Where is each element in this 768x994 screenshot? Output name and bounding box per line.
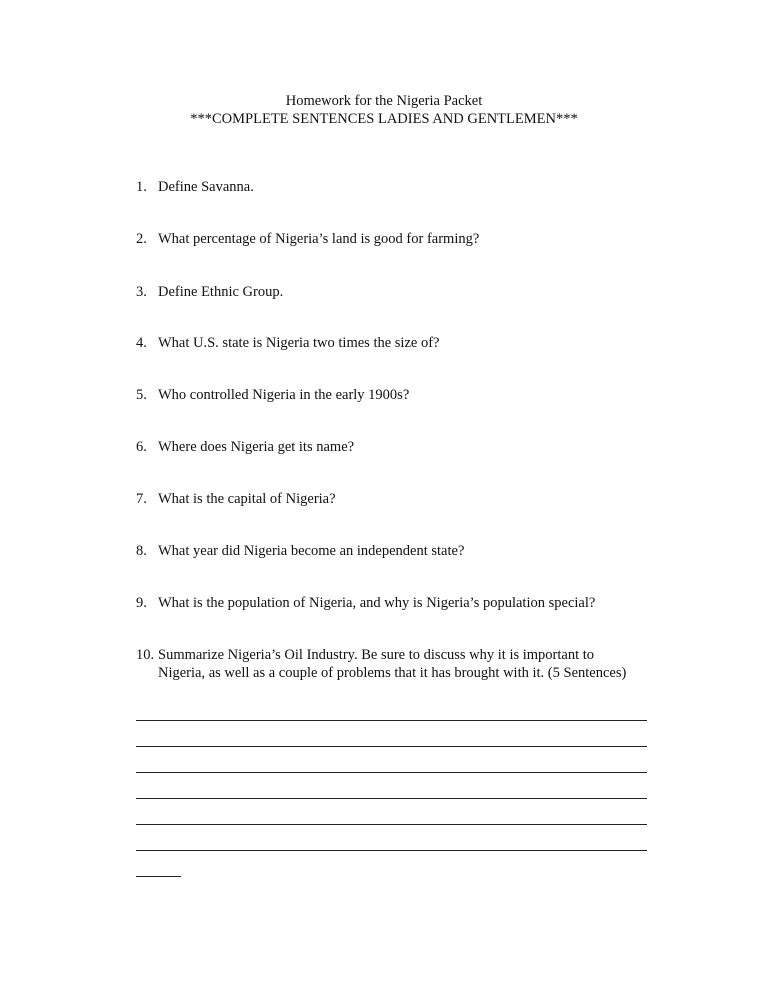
question-text-line-1: Summarize Nigeria’s Oil Industry. Be sure to discuss why it is important to <box>158 647 595 663</box>
question-number: 9. <box>136 595 147 611</box>
answer-line[interactable] <box>136 824 647 825</box>
question-number: 7. <box>136 491 147 507</box>
question-8 <box>136 542 696 560</box>
question-number: 2. <box>136 231 147 247</box>
question-text: What is the population of Nigeria, and why is Nigeria’s population special? <box>158 595 596 611</box>
question-number: 6. <box>136 439 147 455</box>
question-10 <box>136 646 696 682</box>
question-7 <box>136 490 696 508</box>
question-9 <box>136 594 696 612</box>
question-number: 8. <box>136 543 147 559</box>
question-6 <box>136 438 696 456</box>
question-text: What is the capital of Nigeria? <box>158 491 336 507</box>
answer-line[interactable] <box>136 746 647 747</box>
question-number: 3. <box>136 284 147 300</box>
page-subtitle: ***COMPLETE SENTENCES LADIES AND GENTLEMEN*** <box>190 111 578 127</box>
question-number: 1. <box>136 179 147 195</box>
question-4 <box>136 334 696 352</box>
question-text: What U.S. state is Nigeria two times the size of? <box>158 335 440 351</box>
answer-line[interactable] <box>136 850 647 851</box>
question-text: Where does Nigeria get its name? <box>158 439 355 455</box>
question-5 <box>136 386 696 404</box>
question-2 <box>136 230 696 248</box>
answer-line[interactable] <box>136 720 647 721</box>
question-number: 5. <box>136 387 147 403</box>
question-text: Define Ethnic Group. <box>158 284 284 300</box>
answer-line-end[interactable] <box>136 876 181 877</box>
question-text-line-2: Nigeria, as well as a couple of problems that it has brought with it. (5 Sentences) <box>158 665 627 681</box>
page-title: Homework for the Nigeria Packet <box>285 93 483 109</box>
answer-line[interactable] <box>136 798 647 799</box>
question-number: 10. <box>136 647 155 663</box>
question-text: What percentage of Nigeria’s land is good for farming? <box>158 231 480 247</box>
answer-line[interactable] <box>136 772 647 773</box>
question-text: Who controlled Nigeria in the early 1900s? <box>158 387 410 403</box>
question-1 <box>136 178 696 196</box>
question-3 <box>136 283 696 301</box>
question-text: What year did Nigeria become an independent state? <box>158 543 465 559</box>
question-number: 4. <box>136 335 147 351</box>
question-text: Define Savanna. <box>158 179 254 195</box>
